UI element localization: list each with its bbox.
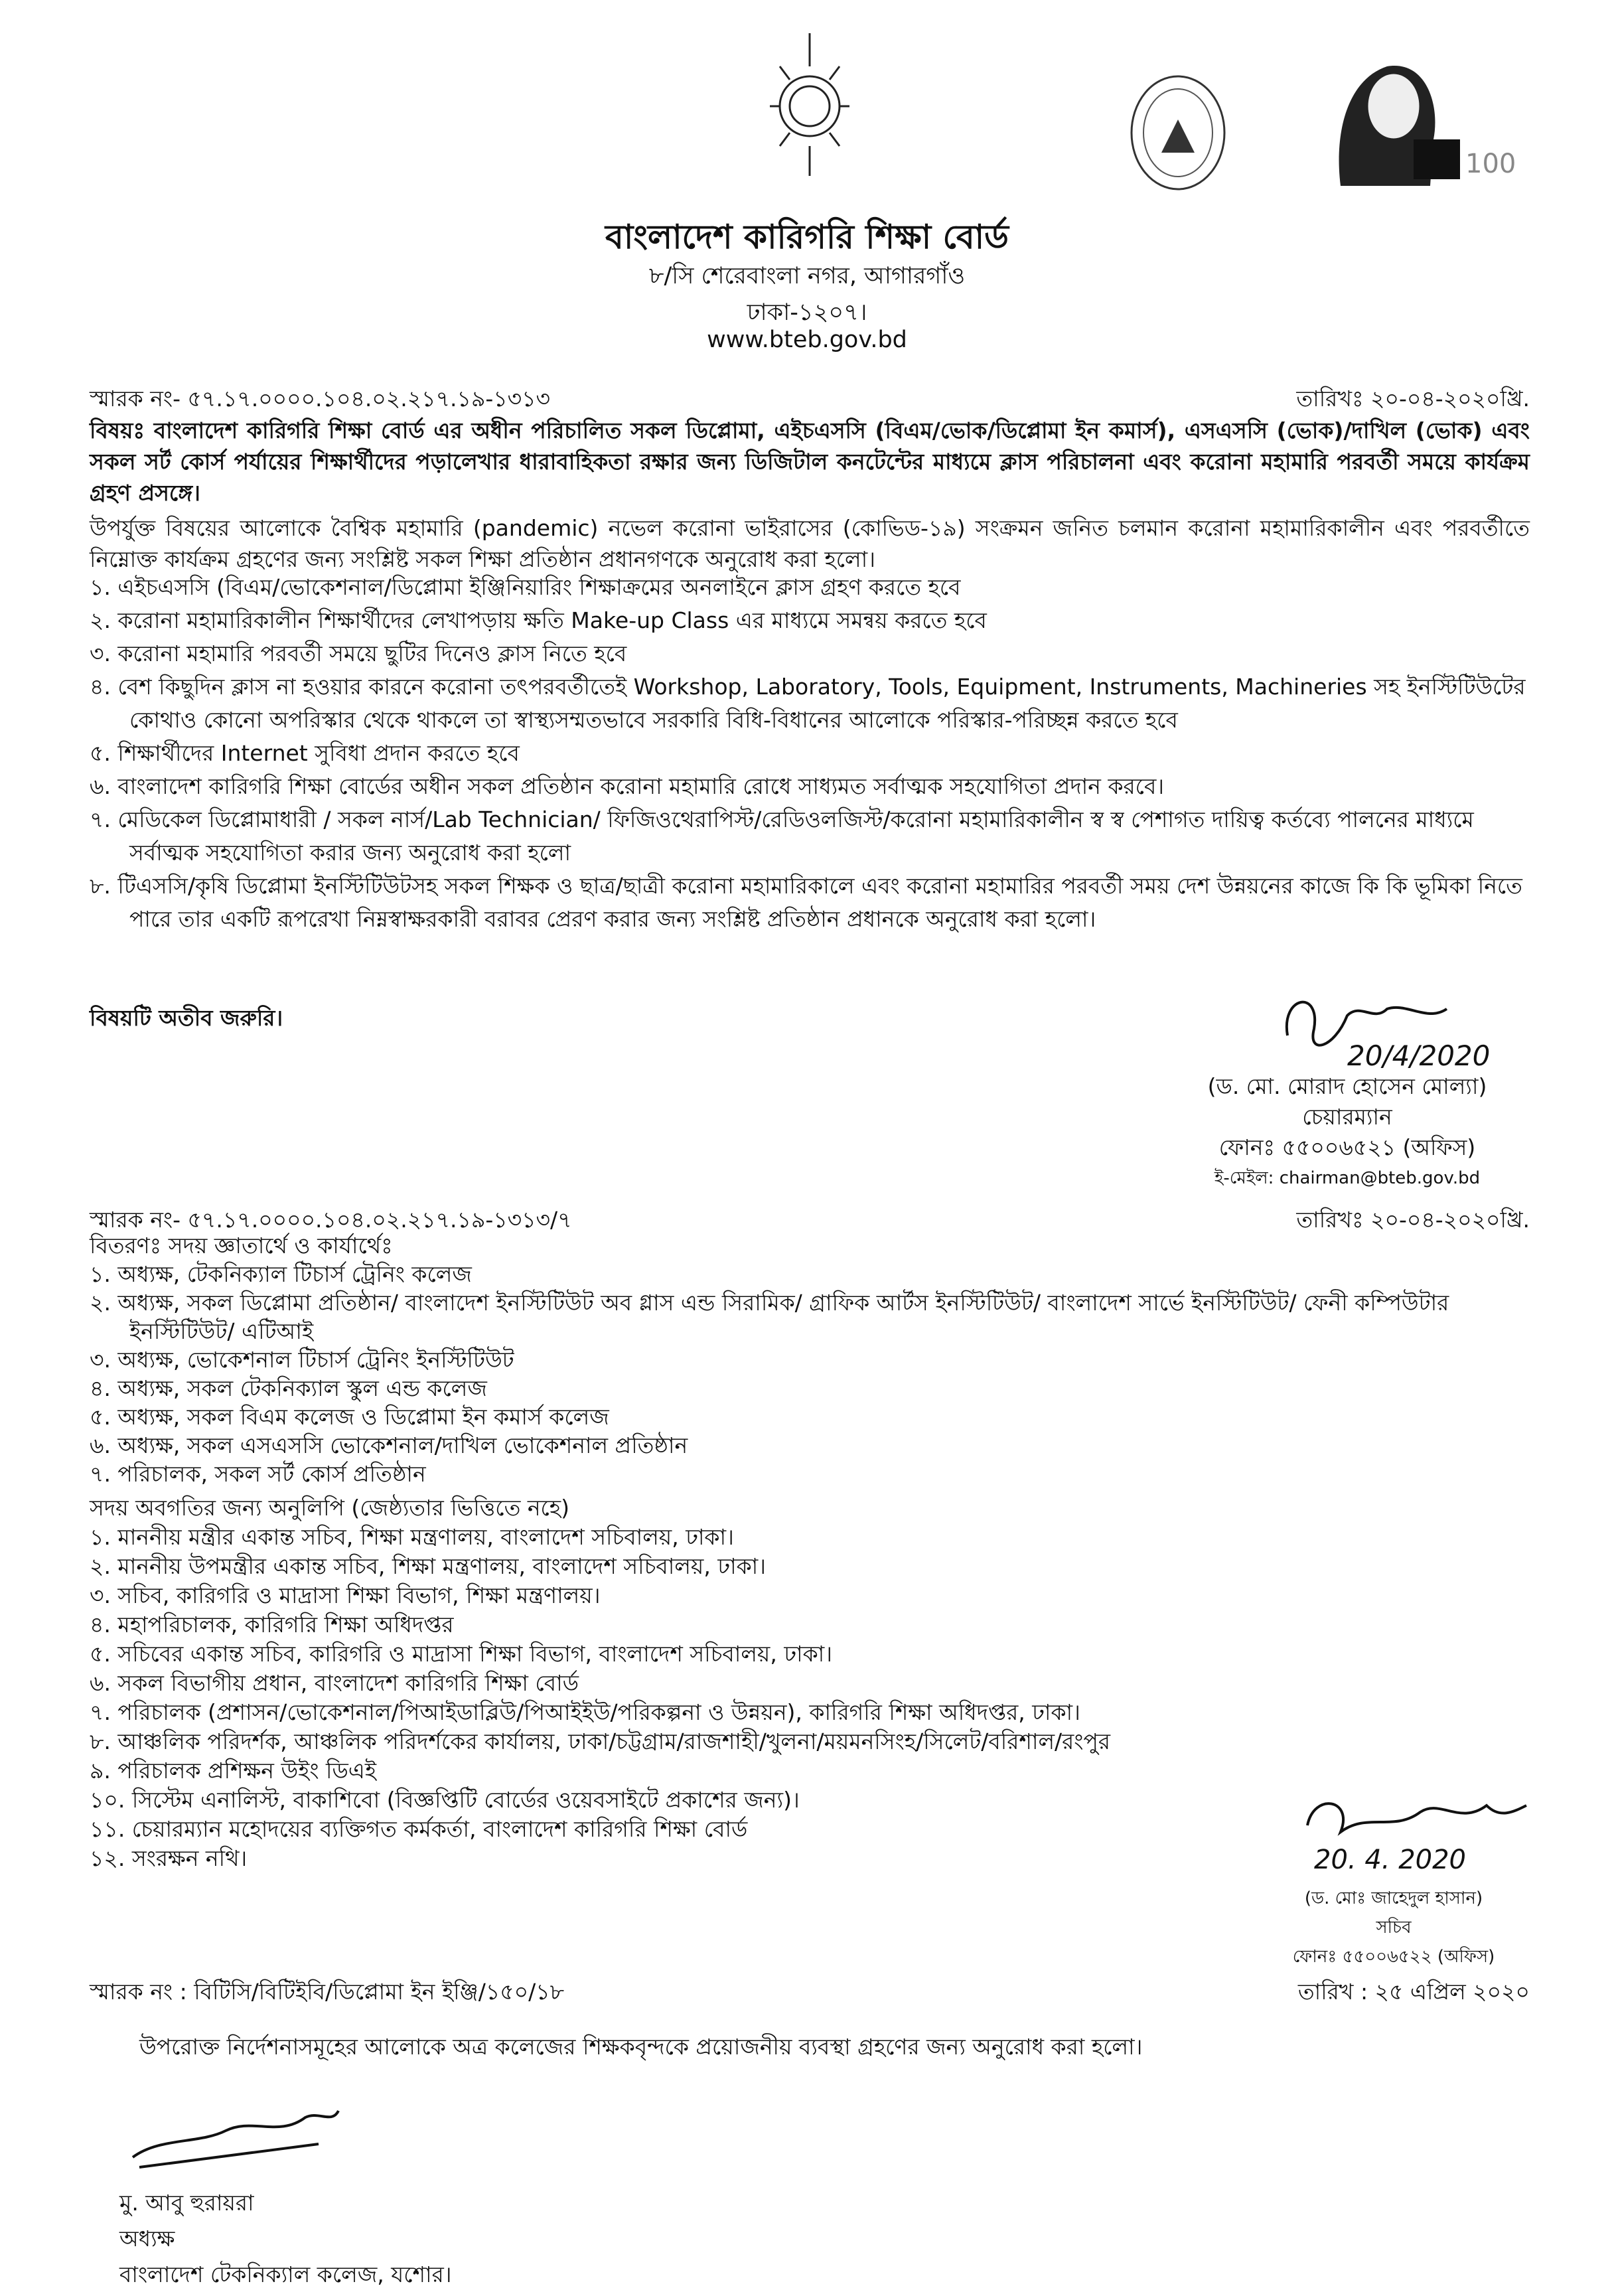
svg-text:100: 100 (1465, 149, 1516, 179)
urgent-note: বিষয়টি অতীব জরুরি। (90, 1005, 283, 1031)
list-item: ১০. সিস্টেম এনালিস্ট, বাকাশিবো (বিজ্ঞপ্তিটি বোর্ডের ওয়েবসাইটে প্রকাশের জন্য)। (90, 1787, 800, 1813)
bteb-seal-icon (1128, 73, 1228, 192)
list-item: ৩. করোনা মহামারি পরবর্তী সময়ে ছুটির দিনেও ক্লাস নিতে হবে (90, 641, 627, 666)
list-item: ১. মাননীয় মন্ত্রীর একান্ত সচিব, শিক্ষা মন্ত্রণালয়, বাংলাদেশ সচিবালয়, ঢাকা। (90, 1524, 734, 1550)
memo-number: স্মারক নং- ৫৭.১৭.০০০০.১০৪.০২.২১৭.১৯-১৩১৩/৭ (90, 1207, 572, 1233)
signer-phone: ফোনঃ ৫৫০০৬৫২১ (অফিস) (1218, 1134, 1476, 1160)
signer-title: সচিব (1376, 1918, 1412, 1938)
letter-date: তারিখঃ ২০-০৪-২০২০খ্রি. (1296, 386, 1530, 412)
list-item: ৬. সকল বিভাগীয় প্রধান, বাংলাদেশ কারিগরি শিক্ষা বোর্ড (90, 1670, 579, 1696)
letter-date: তারিখ : ২৫ এপ্রিল ২০২০ (1297, 1979, 1530, 2005)
list-item: ১. অধ্যক্ষ, টেকনিক্যাল টিচার্স ট্রেনিং কলেজ (90, 1261, 472, 1287)
secretary-signature (1287, 1786, 1553, 1878)
list-item: ৪. বেশ কিছুদিন ক্লাস না হওয়ার কারনে করোনা তৎপরবর্তীতেই Workshop, Laboratory, Tools, Equipment, Instruments, Machineries সহ ইনস্টিটিউটের কোথাও কোনো অপরিস্কার থেকে থাকলে তা স্বাস্থ্যসম্মতভাবে সরকারি বিধি-বিধানের আলোকে পরিস্কার-পরিচ্ছন্ন করতে হবে (90, 674, 1526, 733)
list-item: ৫. অধ্যক্ষ, সকল বিএম কলেজ ও ডিপ্লোমা ইন কমার্স কলেজ (90, 1404, 609, 1430)
signer-name: (ড. মো. মোরাদ হোসেন মোল্যা) (1207, 1073, 1487, 1099)
address-line-1: ৮/সি শেরেবাংলা নগর, আগারগাঁও (648, 263, 966, 289)
signer-title: অধ্যক্ষ (119, 2226, 175, 2252)
list-item: ৬. অধ্যক্ষ, সকল এসএসসি ভোকেশনাল/দাখিল ভোকেশনাল প্রতিষ্ঠান (90, 1432, 688, 1458)
list-item: ৩. অধ্যক্ষ, ভোকেশনাল টিচার্স ট্রেনিং ইনস্টিটিউট (90, 1347, 514, 1373)
chairman-signature (1274, 976, 1566, 1075)
list-item: ৮. টিএসসি/কৃষি ডিপ্লোমা ইনস্টিটিউটসহ সকল শিক্ষক ও ছাত্র/ছাত্রী করোনা মহামারিকালে এবং করোনা মহামারির পরবর্তী সময় দেশ উন্নয়নের কাজে কি কি ভূমিকা নিতে পারে তার একটি রূপরেখা নিম্নস্বাক্ষরকারী বরাবর প্রেরণ করার জন্য সংশ্লিষ্ট প্রতিষ্ঠান প্রধানকে অনুরোধ করা হলো। (90, 873, 1522, 932)
list-item: ৪. অধ্যক্ষ, সকল টেকনিক্যাল স্কুল এন্ড কলেজ (90, 1375, 487, 1401)
list-item: ২. অধ্যক্ষ, সকল ডিপ্লোমা প্রতিষ্ঠান/ বাংলাদেশ ইনস্টিটিউট অব গ্লাস এন্ড সিরামিক/ গ্রাফিক আর্টস ইনস্টিটিউট/ বাংলাদেশ সার্ভে ইনস্টিটিউট/ ফেনী কম্পিউটার ইনস্টিটিউট/ এটিআই (90, 1290, 1449, 1344)
mujib-100-logo (1314, 40, 1533, 186)
memo-number: স্মারক নং- ৫৭.১৭.০০০০.১০৪.০২.২১৭.১৯-১৩১৩ (90, 386, 551, 412)
forwarding-note: উপরোক্ত নির্দেশনাসমূহের আলোকে অত্র কলেজের শিক্ষকবৃন্দকে প্রয়োজনীয় ব্যবস্থা গ্রহণের জন্য অনুরোধ করা হলো। (139, 2034, 1143, 2060)
list-item: ৬. বাংলাদেশ কারিগরি শিক্ষা বোর্ডের অধীন সকল প্রতিষ্ঠান করোনা মহামারি রোধে সাধ্যমত সর্বাত্মক সহযোগিতা প্রদান করবে। (90, 773, 1165, 799)
list-item: ২. মাননীয় উপমন্ত্রীর একান্ত সচিব, শিক্ষা মন্ত্রণালয়, বাংলাদেশ সচিবালয়, ঢাকা। (90, 1553, 767, 1579)
list-item: ৭. পরিচালক (প্রশাসন/ভোকেশনাল/পিআইডাব্লিউ/পিআইইউ/পরিকল্পনা ও উন্নয়ন), কারিগরি শিক্ষা অধিদপ্তর, ঢাকা। (90, 1699, 1080, 1725)
signer-name: মু. আবু হুরায়রা (119, 2190, 254, 2216)
list-item: ৯. পরিচালক প্রশিক্ষন উইং ডিএই (90, 1758, 377, 1784)
list-item: ৭. মেডিকেল ডিপ্লোমাধারী / সকল নার্স/Lab Technician/ ফিজিওথেরাপিস্ট/রেডিওলজিস্ট/করোনা মহামারিকালীন স্ব স্ব পেশাগত দায়িত্ব কর্তব্যে পালনের মাধ্যমে সর্বাত্মক সহযোগিতা করার জন্য অনুরোধ করা হলো (90, 806, 1474, 866)
memo-number: স্মারক নং : বিটিসি/বিটিইবি/ডিপ্লোমা ইন ইঞ্জি/১৫০/১৮ (90, 1979, 565, 2005)
intro-paragraph: উপর্যুক্ত বিষয়ের আলোকে বৈশ্বিক মহামারি (pandemic) নভেল করোনা ভাইরাসের (কোভিড-১৯) সংক্রমন জনিত চলমান করোনা মহামারিকালীন এবং পরবর্তীতে নিম্নোক্ত কার্যক্রম গ্রহণের জন্য সংশ্লিষ্ট সকল শিক্ষা প্রতিষ্ঠান প্রধানগণকে অনুরোধ করা হলো। (90, 515, 1530, 572)
svg-text:20. 4. 2020: 20. 4. 2020 (1314, 1845, 1467, 1875)
address-line-2: ঢাকা-১২০৭। (747, 299, 867, 326)
list-item: ৫. শিক্ষার্থীদের Internet সুবিধা প্রদান করতে হবে (90, 740, 520, 766)
list-item: ১১. চেয়ারম্যান মহোদয়ের ব্যক্তিগত কর্মকর্তা, বাংলাদেশ কারিগরি শিক্ষা বোর্ড (90, 1816, 748, 1842)
org-name: বাংলাদেশ কারিগরি শিক্ষা বোর্ড (605, 218, 1009, 256)
list-item: ৪. মহাপরিচালক, কারিগরি শিক্ষা অধিদপ্তর (90, 1612, 454, 1638)
letter-date: তারিখঃ ২০-০৪-২০২০খ্রি. (1296, 1207, 1530, 1233)
distribution-list (90, 1231, 1530, 1488)
signer-title: চেয়ারম্যান (1302, 1104, 1392, 1130)
signer-org: বাংলাদেশ টেকনিক্যাল কলেজ, যশোর। (119, 2261, 452, 2287)
signer-name: (ড. মোঃ জাহেদুল হাসান) (1304, 1888, 1483, 1908)
principal-signature (119, 2098, 358, 2184)
instruction-list (90, 571, 1530, 936)
list-item: ১২. সংরক্ষন নথি। (90, 1845, 248, 1871)
copies-list (90, 1493, 1351, 1873)
website-link[interactable]: www.bteb.gov.bd (707, 327, 907, 353)
distribution-heading: বিতরণঃ সদয় জ্ঞাতার্থে ও কার্যার্থেঃ (90, 1233, 393, 1259)
list-item: ১. এইচএসসি (বিএম/ভোকেশনাল/ডিপ্লোমা ইঞ্জিনিয়ারিং শিক্ষাক্রমের অনলাইনে ক্লাস গ্রহণ করতে হবে (90, 574, 961, 600)
svg-text:20/4/2020: 20/4/2020 (1347, 1039, 1491, 1072)
list-item: ৩. সচিব, কারিগরি ও মাদ্রাসা শিক্ষা বিভাগ, শিক্ষা মন্ত্রণালয়। (90, 1582, 601, 1608)
government-emblem-icon (757, 27, 863, 179)
list-item: ৫. সচিবের একান্ত সচিব, কারিগরি ও মাদ্রাসা শিক্ষা বিভাগ, বাংলাদেশ সচিবালয়, ঢাকা। (90, 1641, 833, 1667)
signer-phone: ফোনঃ ৫৫০০৬৫২২ (অফিস) (1292, 1947, 1495, 1967)
copies-heading: সদয় অবগতির জন্য অনুলিপি (জেষ্ঠ্যতার ভিত্তিতে নহে) (90, 1495, 569, 1521)
list-item: ৮. আঞ্চলিক পরিদর্শক, আঞ্চলিক পরিদর্শকের কার্যালয়, ঢাকা/চট্টগ্রাম/রাজশাহী/খুলনা/ময়মনসিংহ/সিলেট/বরিশাল/রংপুর (90, 1728, 1111, 1754)
subject: বিষয়ঃ বাংলাদেশ কারিগরি শিক্ষা বোর্ড এর অধীন পরিচালিত সকল ডিপ্লোমা, এইচএসসি (বিএম/ভোক/ডিপ্লোমা ইন কমার্স), এসএসসি (ভোক)/দাখিল (ভোক) এবং সকল সর্ট কোর্স পর্যায়ের শিক্ষার্থীদের পড়ালেখার ধারাবাহিকতা রক্ষার জন্য ডিজিটাল কনটেন্টের মাধ্যমে ক্লাস পরিচালনা এবং করোনা মহামারি পরবর্তী সময়ে কার্যক্রম গ্রহণ প্রসঙ্গে। (90, 418, 1530, 506)
signer-email: ই-মেইল: chairman@bteb.gov.bd (1214, 1168, 1481, 1188)
list-item: ২. করোনা মহামারিকালীন শিক্ষার্থীদের লেখাপড়ায় ক্ষতি Make-up Class এর মাধ্যমে সমন্বয় করতে হবে (90, 607, 987, 633)
list-item: ৭. পরিচালক, সকল সর্ট কোর্স প্রতিষ্ঠান (90, 1461, 426, 1487)
